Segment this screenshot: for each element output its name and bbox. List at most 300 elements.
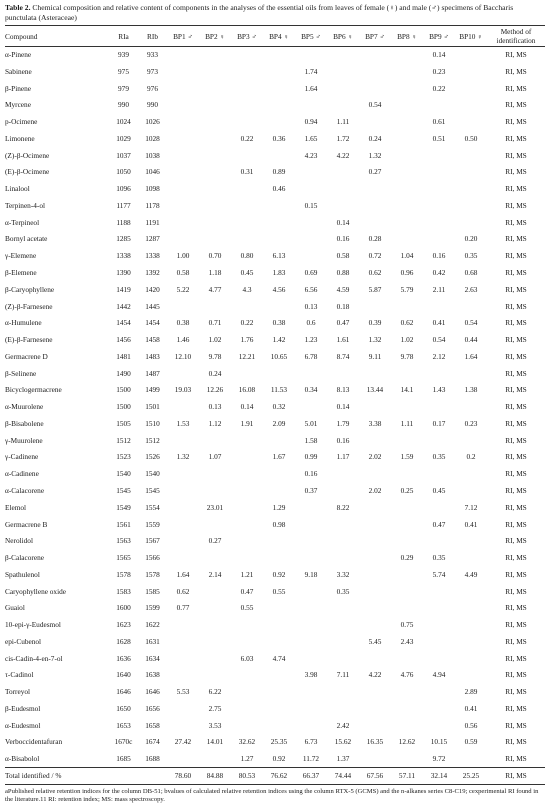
table-cell: 1578: [116, 569, 131, 579]
table-cell: 0.41: [432, 318, 446, 328]
table-cell: [391, 583, 423, 600]
table-cell: 1458: [145, 335, 160, 345]
table-cell: 1545: [116, 485, 131, 495]
table-cell: 0.47: [336, 318, 350, 328]
table-row: [5, 399, 545, 416]
table-cell: 0.56: [464, 720, 478, 730]
table-cell: RI, MS: [505, 167, 527, 177]
column-header: Compound: [5, 31, 38, 41]
table-cell: 1442: [116, 301, 131, 311]
compound-cell: β-Calacorene: [5, 553, 44, 563]
table-cell: [199, 198, 231, 215]
compound-cell: β-Selinene: [5, 368, 37, 378]
table-cell: [327, 365, 359, 382]
table-caption-label: Table 2.: [5, 3, 31, 12]
table-row: [5, 332, 545, 349]
table-cell: 12.21: [238, 351, 256, 361]
table-cell: [295, 399, 327, 416]
table-cell: 1.91: [240, 418, 254, 428]
table-row: [5, 114, 545, 131]
table-cell: [199, 214, 231, 231]
table-cell: [327, 516, 359, 533]
table-cell: [295, 248, 327, 265]
table-cell: [167, 164, 199, 181]
table-cell: 0.18: [336, 301, 350, 311]
table-cell: 16.08: [238, 385, 256, 395]
table-cell: [327, 483, 359, 500]
table-cell: 5.01: [304, 418, 318, 428]
table-cell: [327, 617, 359, 634]
table-cell: [391, 717, 423, 734]
table-cell: 1.83: [272, 268, 286, 278]
table-cell: 1.74: [304, 66, 318, 76]
table-row: [5, 298, 545, 315]
table-cell: 84.88: [206, 770, 224, 780]
compound-cell: Verboccidentafuran: [5, 737, 63, 747]
table-cell: 1026: [145, 117, 160, 127]
table-cell: [455, 650, 487, 667]
table-cell: 1454: [116, 318, 131, 328]
compound-cell: Bornyl acetate: [5, 234, 48, 244]
table-row: [5, 466, 545, 483]
table-cell: [199, 633, 231, 650]
table-cell: [199, 131, 231, 148]
table-cell: 1191: [145, 217, 160, 227]
table-cell: [231, 63, 263, 80]
table-cell: 4.23: [304, 150, 318, 160]
table-cell: [455, 198, 487, 215]
table-row: [5, 667, 545, 684]
compound-cell: α-Muurolene: [5, 402, 44, 412]
table-cell: 1.12: [208, 418, 222, 428]
table-cell: 0.54: [464, 318, 478, 328]
table-cell: 0.17: [432, 418, 446, 428]
table-cell: [295, 583, 327, 600]
table-header-row: [5, 26, 545, 47]
compound-cell: (Z)-β-Ocimene: [5, 150, 50, 160]
table-cell: [263, 701, 295, 718]
table-cell: [359, 684, 391, 701]
table-cell: [391, 164, 423, 181]
table-cell: 1.53: [176, 418, 190, 428]
table-cell: 5.79: [400, 284, 414, 294]
table-cell: [167, 63, 199, 80]
table-cell: 0.96: [400, 268, 414, 278]
table-cell: [359, 365, 391, 382]
table-cell: [167, 516, 199, 533]
table-cell: [167, 533, 199, 550]
table-cell: [359, 80, 391, 97]
table-cell: 74.44: [334, 770, 352, 780]
table-cell: RI, MS: [505, 184, 527, 194]
table-cell: RI, MS: [505, 737, 527, 747]
table-cell: RI, MS: [505, 469, 527, 479]
table-cell: [423, 399, 455, 416]
table-cell: [327, 181, 359, 198]
table-row: [5, 717, 545, 734]
compound-cell: cis-Cadin-4-en-7-ol: [5, 653, 63, 663]
table-cell: 1656: [145, 703, 160, 713]
table-cell: 0.38: [176, 318, 190, 328]
table-cell: 0.47: [432, 519, 446, 529]
table-cell: 6.22: [208, 687, 222, 697]
compound-cell: β-Caryophyllene: [5, 284, 55, 294]
table-cell: 6.03: [240, 653, 254, 663]
table-row: [5, 131, 545, 148]
table-footnote: aPublished relative retention indices for the column DB-51; bvalues of calculated relative retention indices using the column RTX-5 (GCMS) and the n-alkanes series C8-C19; cexperimental RI found in the literature.11 RI: retention index; MS: mass spectroscopy.: [5, 787, 539, 804]
table-cell: [199, 617, 231, 634]
table-cell: [359, 701, 391, 718]
table-cell: [359, 550, 391, 567]
table-cell: [423, 198, 455, 215]
table-cell: [199, 181, 231, 198]
table-cell: 0.45: [240, 268, 254, 278]
table-cell: [359, 399, 391, 416]
table-cell: [199, 147, 231, 164]
table-cell: [455, 432, 487, 449]
table-cell: 5.22: [176, 284, 190, 294]
table-cell: [455, 667, 487, 684]
table-cell: 4.59: [336, 284, 350, 294]
table-cell: 1.72: [336, 133, 350, 143]
table-cell: [295, 365, 327, 382]
table-cell: 1028: [145, 133, 160, 143]
table-cell: 16.35: [366, 737, 384, 747]
table-cell: RI, MS: [505, 335, 527, 345]
table-cell: 27.42: [174, 737, 192, 747]
table-cell: 1563: [116, 536, 131, 546]
table-cell: [231, 499, 263, 516]
compound-cell: Terpinen-4-ol: [5, 200, 46, 210]
table-cell: 1499: [145, 385, 160, 395]
table-cell: RI, MS: [505, 50, 527, 60]
table-cell: 1.17: [336, 452, 350, 462]
table-cell: [167, 298, 199, 315]
table-cell: 1566: [145, 553, 160, 563]
table-cell: 1390: [116, 268, 131, 278]
table-cell: [327, 650, 359, 667]
table-cell: 1561: [116, 519, 131, 529]
table-cell: 1685: [116, 753, 131, 763]
table-cell: 1.29: [272, 502, 286, 512]
table-cell: 0.92: [272, 569, 286, 579]
table-cell: 11.72: [302, 753, 320, 763]
table-cell: 1.21: [240, 569, 254, 579]
table-cell: [199, 466, 231, 483]
table-cell: [455, 550, 487, 567]
table-cell: [231, 97, 263, 114]
table-cell: [423, 533, 455, 550]
table-cell: 1456: [116, 335, 131, 345]
table-cell: 0.75: [400, 620, 414, 630]
table-cell: [327, 533, 359, 550]
table-cell: 975: [118, 66, 129, 76]
table-cell: [455, 147, 487, 164]
table-cell: [455, 164, 487, 181]
table-cell: 10.65: [270, 351, 288, 361]
table-cell: [263, 617, 295, 634]
table-cell: RI, MS: [505, 435, 527, 445]
table-cell: [167, 399, 199, 416]
compound-cell: Germacrene B: [5, 519, 48, 529]
table-cell: 1658: [145, 720, 160, 730]
table-cell: [391, 365, 423, 382]
table-cell: RI, MS: [505, 251, 527, 261]
table-cell: [423, 181, 455, 198]
table-cell: [423, 432, 455, 449]
table-cell: [455, 181, 487, 198]
table-cell: 990: [147, 100, 158, 110]
table-cell: 1674: [145, 737, 160, 747]
table-cell: [199, 432, 231, 449]
table-cell: [327, 600, 359, 617]
table-cell: 0.14: [432, 50, 446, 60]
table-cell: 9.78: [400, 351, 414, 361]
table-cell: [167, 181, 199, 198]
table-cell: 1.04: [400, 251, 414, 261]
table-cell: RI, MS: [505, 720, 527, 730]
column-header: RIa: [118, 31, 129, 41]
table-cell: 4.22: [336, 150, 350, 160]
table-cell: [231, 483, 263, 500]
compound-cell: α-Eudesmol: [5, 720, 41, 730]
table-cell: 0.70: [208, 251, 222, 261]
table-cell: [359, 516, 391, 533]
table-cell: 1.61: [336, 335, 350, 345]
table-row: [5, 231, 545, 248]
table-cell: [167, 432, 199, 449]
table-cell: [263, 600, 295, 617]
table-cell: RI, MS: [505, 636, 527, 646]
table-row: [5, 650, 545, 667]
table-cell: [263, 365, 295, 382]
table-cell: [359, 466, 391, 483]
table-cell: 2.02: [368, 452, 382, 462]
table-cell: 57.11: [398, 770, 416, 780]
column-header: BP8 ♀: [397, 31, 417, 41]
table-cell: [295, 97, 327, 114]
table-cell: RI, MS: [505, 586, 527, 596]
table-cell: 0.94: [304, 117, 318, 127]
table-cell: [359, 650, 391, 667]
table-cell: 0.13: [304, 301, 318, 311]
table-row: [5, 617, 545, 634]
table-cell: [391, 97, 423, 114]
compound-cell: Sabinene: [5, 66, 32, 76]
table-cell: [263, 684, 295, 701]
table-cell: 4.74: [272, 653, 286, 663]
table-cell: RI, MS: [505, 402, 527, 412]
table-cell: [423, 147, 455, 164]
table-cell: 0.61: [432, 117, 446, 127]
table-cell: [295, 516, 327, 533]
table-cell: 7.11: [336, 670, 350, 680]
table-cell: 1622: [145, 620, 160, 630]
table-cell: 0.14: [336, 402, 350, 412]
table-cell: [359, 114, 391, 131]
table-cell: [199, 47, 231, 64]
table-row: [5, 734, 545, 751]
table-row: [5, 684, 545, 701]
table-row: [5, 483, 545, 500]
table-cell: [263, 97, 295, 114]
table-cell: 4.77: [208, 284, 222, 294]
table-cell: [199, 583, 231, 600]
table-cell: RI, MS: [505, 418, 527, 428]
table-cell: [391, 566, 423, 583]
table-cell: [167, 231, 199, 248]
table-cell: RI, MS: [505, 217, 527, 227]
table-cell: 1585: [145, 586, 160, 596]
table-cell: [231, 550, 263, 567]
table-cell: 0.36: [272, 133, 286, 143]
table-cell: 1549: [116, 502, 131, 512]
table-cell: 1454: [145, 318, 160, 328]
table-cell: [423, 617, 455, 634]
table-cell: [167, 550, 199, 567]
table-cell: 1.42: [272, 335, 286, 345]
table-cell: 0.62: [176, 586, 190, 596]
table-cell: [455, 97, 487, 114]
table-cell: 1578: [145, 569, 160, 579]
table-cell: [391, 650, 423, 667]
table-cell: 1545: [145, 485, 160, 495]
table-cell: [423, 164, 455, 181]
table-row: [5, 198, 545, 215]
table-cell: 1540: [145, 469, 160, 479]
table-cell: RI, MS: [505, 66, 527, 76]
table-cell: RI, MS: [505, 452, 527, 462]
table-cell: 1505: [116, 418, 131, 428]
table-cell: [295, 499, 327, 516]
table-cell: RI, MS: [505, 753, 527, 763]
table-cell: [423, 701, 455, 718]
compound-cell: epi-Cubenol: [5, 636, 42, 646]
table-cell: [423, 499, 455, 516]
table-cell: 1038: [145, 150, 160, 160]
table-cell: RI, MS: [505, 368, 527, 378]
table-cell: 1.32: [176, 452, 190, 462]
compound-cell: 10-epi-γ-Eudesmol: [5, 620, 61, 630]
table-cell: 0.27: [368, 167, 382, 177]
table-row: [5, 248, 545, 265]
table-cell: 1500: [116, 385, 131, 395]
table-cell: [263, 147, 295, 164]
table-cell: 979: [118, 83, 129, 93]
table-cell: 1565: [116, 553, 131, 563]
table-cell: [167, 483, 199, 500]
table-cell: [391, 466, 423, 483]
table-cell: 3.98: [304, 670, 318, 680]
table-cell: [423, 365, 455, 382]
table-cell: [423, 298, 455, 315]
table-cell: [231, 231, 263, 248]
table-cell: 1178: [145, 200, 160, 210]
total-row: [5, 768, 545, 785]
table-cell: 0.88: [336, 268, 350, 278]
compound-cell: γ-Cadinene: [5, 452, 39, 462]
table-row: [5, 600, 545, 617]
table-cell: 12.10: [174, 351, 192, 361]
table-row: [5, 80, 545, 97]
table-cell: RI, MS: [505, 687, 527, 697]
table-cell: [231, 449, 263, 466]
table-cell: [359, 298, 391, 315]
table-cell: 6.13: [272, 251, 286, 261]
table-row: [5, 147, 545, 164]
table-cell: [199, 550, 231, 567]
table-cell: 1.64: [304, 83, 318, 93]
table-cell: 25.35: [270, 737, 288, 747]
table-cell: 1653: [116, 720, 131, 730]
table-cell: 1.43: [432, 385, 446, 395]
table-cell: [391, 701, 423, 718]
table-cell: 4.56: [272, 284, 286, 294]
table-cell: [455, 47, 487, 64]
table-cell: [231, 214, 263, 231]
composition-table: [5, 25, 545, 785]
table-cell: 0.38: [272, 318, 286, 328]
table-cell: 5.74: [432, 569, 446, 579]
table-cell: 1037: [116, 150, 131, 160]
table-cell: [231, 533, 263, 550]
table-cell: 933: [147, 50, 158, 60]
table-cell: [359, 717, 391, 734]
table-cell: [263, 533, 295, 550]
table-cell: [167, 131, 199, 148]
table-cell: 0.58: [336, 251, 350, 261]
table-cell: [263, 717, 295, 734]
table-cell: [391, 516, 423, 533]
table-cell: 0.20: [464, 234, 478, 244]
table-cell: 973: [147, 66, 158, 76]
table-cell: [167, 633, 199, 650]
compound-cell: (E)-β-Ocimene: [5, 167, 50, 177]
table-cell: 1096: [116, 184, 131, 194]
table-row: [5, 516, 545, 533]
table-cell: 4.94: [432, 670, 446, 680]
table-cell: [231, 181, 263, 198]
table-cell: 5.53: [176, 687, 190, 697]
table-cell: 78.60: [174, 770, 192, 780]
table-cell: 1.27: [240, 753, 254, 763]
table-row: [5, 281, 545, 298]
compound-cell: Guaiol: [5, 603, 25, 613]
table-cell: 0.22: [240, 318, 254, 328]
table-cell: [391, 231, 423, 248]
table-cell: 1526: [145, 452, 160, 462]
column-header: BP10 ♀: [459, 31, 483, 41]
table-cell: 12.26: [206, 385, 224, 395]
table-cell: [391, 751, 423, 768]
table-cell: 6.73: [304, 737, 318, 747]
table-cell: 1640: [116, 670, 131, 680]
table-cell: 2.42: [336, 720, 350, 730]
table-cell: RI, MS: [505, 620, 527, 630]
compound-cell: α-Cadinene: [5, 469, 39, 479]
table-cell: 15.62: [334, 737, 352, 747]
table-cell: RI, MS: [505, 268, 527, 278]
table-cell: [263, 231, 295, 248]
table-cell: [167, 667, 199, 684]
table-cell: 0.22: [240, 133, 254, 143]
table-cell: RI, MS: [505, 569, 527, 579]
table-cell: [231, 114, 263, 131]
table-cell: RI, MS: [505, 133, 527, 143]
table-cell: 0.42: [432, 268, 446, 278]
table-cell: [295, 181, 327, 198]
table-cell: [109, 768, 138, 785]
